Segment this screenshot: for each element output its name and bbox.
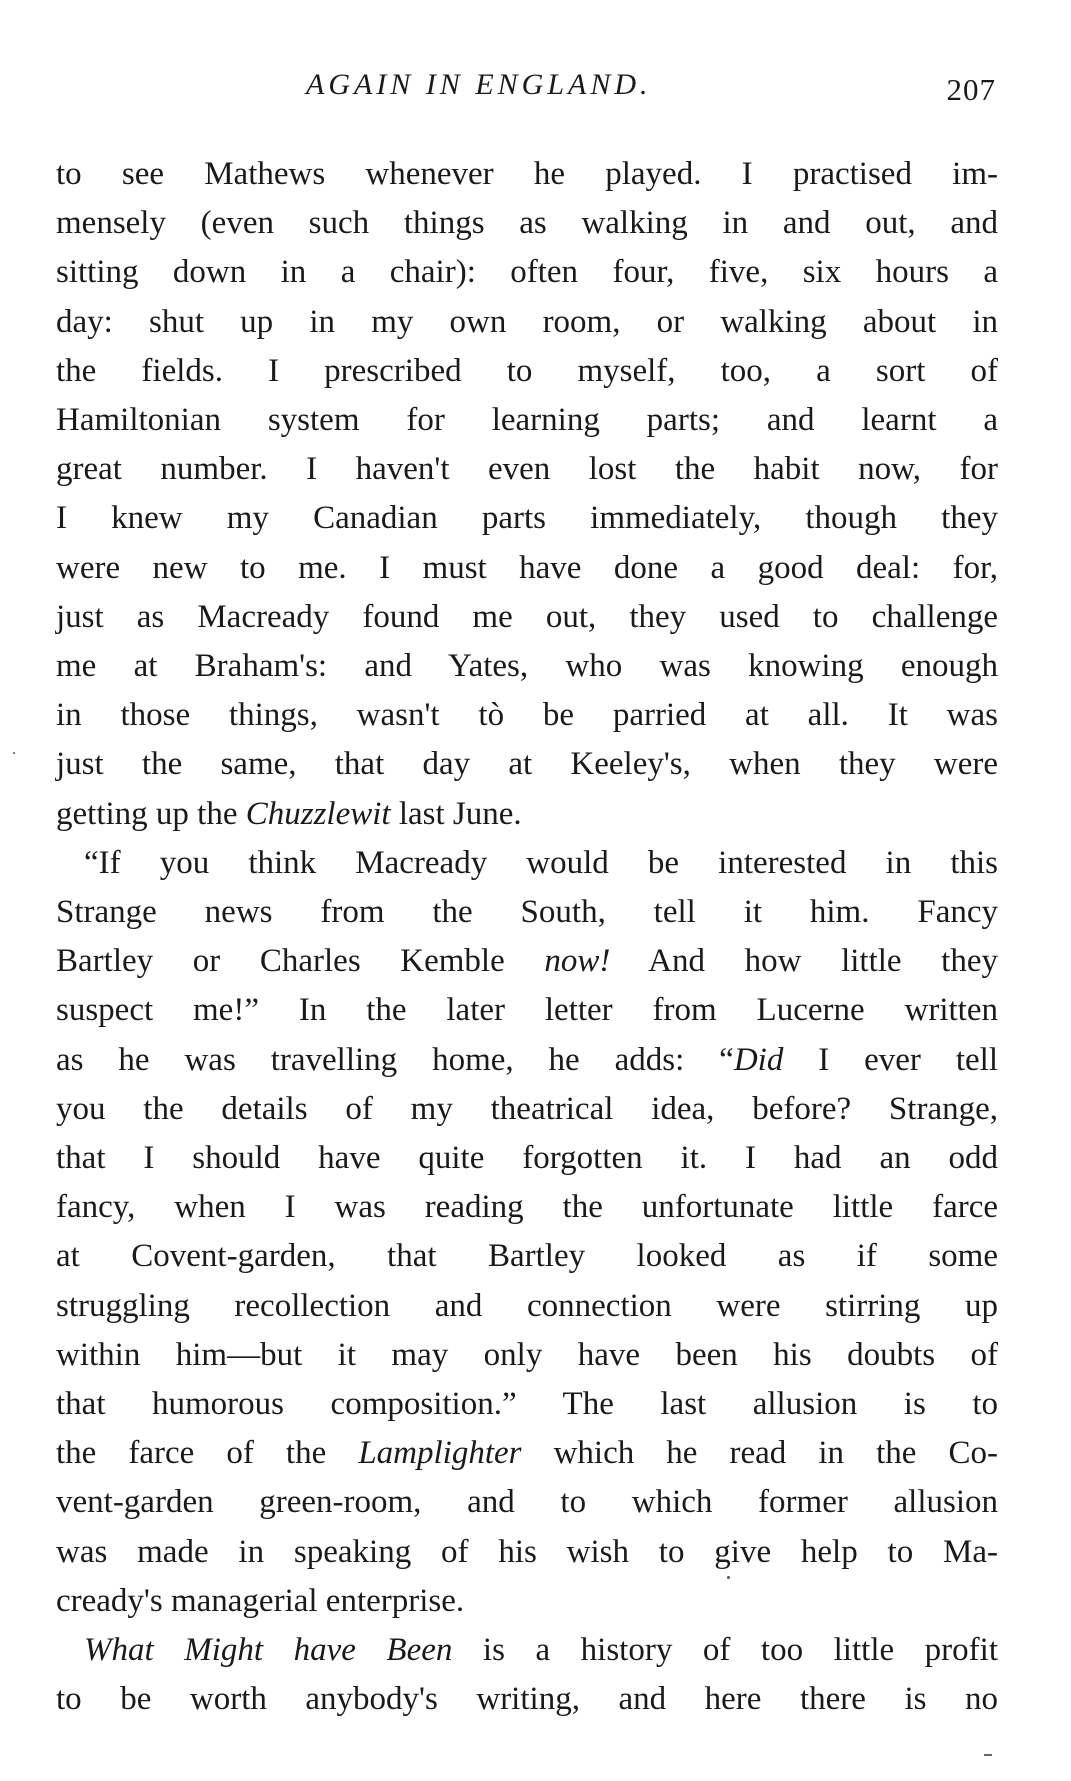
text-line: Strange news from the South, tell it him. Fancy bbox=[56, 894, 998, 931]
text-line: at Covent-garden, that Bartley looked as if some bbox=[56, 1238, 998, 1275]
text-line: fancy, when I was reading the unfortunate little farce bbox=[56, 1189, 998, 1226]
text-line: vent-garden green-room, and to which former allusion bbox=[56, 1484, 998, 1521]
text-line: just as Macready found me out, they used to challenge bbox=[56, 598, 998, 635]
text-line: I knew my Canadian parts immediately, though they bbox=[56, 500, 998, 537]
text-line: in those things, wasn't tò be parried at all. It was bbox=[56, 697, 998, 734]
text-line: that humorous composition.” The last allusion is to bbox=[56, 1386, 998, 1423]
margin-mark bbox=[984, 1754, 992, 1756]
running-head bbox=[56, 68, 996, 118]
text-line: as he was travelling home, he adds: “Did I ever tell bbox=[56, 1041, 998, 1078]
text-line: just the same, that day at Keeley's, when they were bbox=[56, 746, 998, 783]
ink-speck bbox=[727, 1576, 730, 1579]
italic-title: What Might have Been bbox=[84, 1632, 453, 1669]
text-line: struggling recollection and connection were stirring up bbox=[56, 1287, 998, 1324]
text-line: to see Mathews whenever he played. I practised im- bbox=[56, 156, 998, 192]
text-line: the fields. I prescribed to myself, too, a sort of bbox=[56, 352, 998, 389]
text-line: me at Braham's: and Yates, who was knowing enough bbox=[56, 648, 998, 685]
text-line: day: shut up in my own room, or walking about in bbox=[56, 303, 998, 340]
body-text bbox=[56, 150, 998, 1725]
italic-emphasis: Did bbox=[733, 1041, 784, 1078]
ink-speck bbox=[13, 752, 15, 754]
text-line: mensely (even such things as walking in and out, and bbox=[56, 205, 998, 242]
text-line: “If you think Macready would be interested in this bbox=[84, 844, 998, 881]
text-line: Hamiltonian system for learning parts; and learnt a bbox=[56, 402, 998, 439]
text-line: great number. I haven't even lost the habit now, for bbox=[56, 451, 998, 488]
text-line: Bartley or Charles Kemble now! And how little they bbox=[56, 943, 998, 980]
running-title: AGAIN IN ENGLAND. bbox=[306, 68, 652, 101]
italic-title: Lamplighter bbox=[358, 1435, 522, 1472]
text-line: you the details of my theatrical idea, before? Strange, bbox=[56, 1090, 998, 1127]
text-line: were new to me. I must have done a good deal: for, bbox=[56, 549, 998, 586]
text-line: What Might have Been is a history of too little profit bbox=[84, 1632, 998, 1669]
page-number: 207 bbox=[946, 72, 996, 107]
italic-title: Chuzzlewit bbox=[245, 795, 391, 832]
text-line: within him—but it may only have been his doubts of bbox=[56, 1336, 998, 1373]
text-line: suspect me!” In the later letter from Lucerne written bbox=[56, 992, 998, 1029]
text-line: cready's managerial enterprise. bbox=[56, 1582, 465, 1619]
text-line: sitting down in a chair): often four, five, six hours a bbox=[56, 254, 998, 291]
text-line: getting up the Chuzzlewit last June. bbox=[56, 795, 522, 832]
text-line: that I should have quite forgotten it. I had an odd bbox=[56, 1140, 998, 1177]
italic-emphasis: now! bbox=[544, 943, 611, 980]
text-line: was made in speaking of his wish to give help to Ma- bbox=[56, 1533, 998, 1570]
text-line: the farce of the Lamplighter which he read in the Co- bbox=[56, 1435, 998, 1472]
text-line: to be worth anybody's writing, and here there is no bbox=[56, 1681, 998, 1718]
